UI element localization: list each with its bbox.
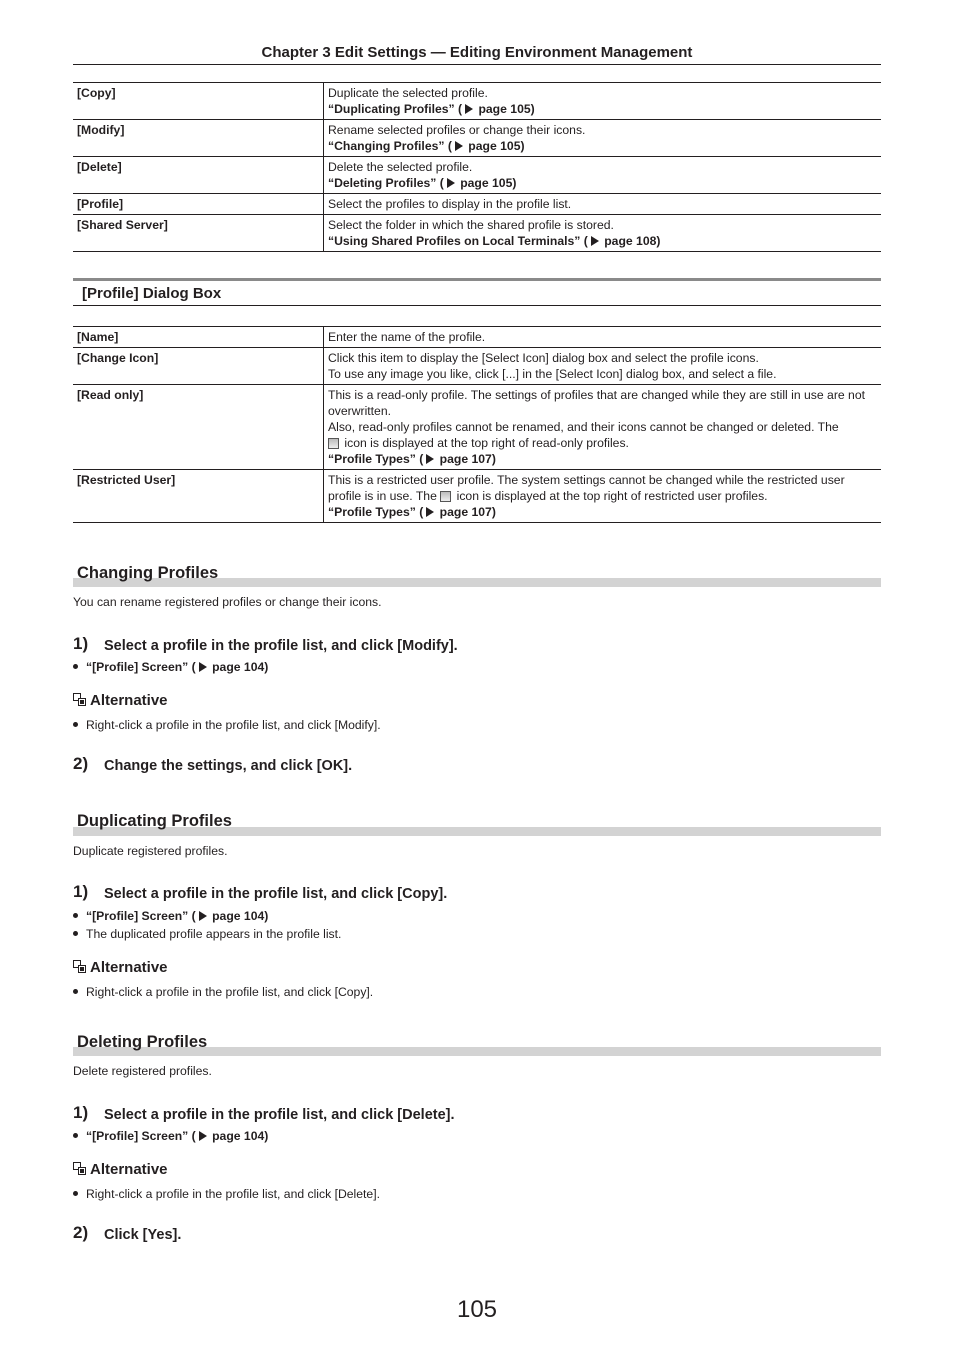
item-name: [Modify] [73, 120, 324, 157]
bullet-icon [73, 1191, 78, 1196]
dialog-title: [Profile] Dialog Box [82, 285, 222, 302]
alternative-heading: Alternative [73, 692, 168, 709]
page-ref: “Profile Types” ( page 107) [328, 505, 496, 519]
table-row [73, 194, 881, 215]
triangle-right-icon [447, 178, 455, 188]
step-number: 1) [73, 1103, 89, 1122]
triangle-right-icon [455, 141, 463, 151]
triangle-right-icon [426, 454, 434, 464]
alternative-text: Right-click a profile in the profile list, and click [Modify]. [73, 718, 381, 732]
bullet-icon [73, 722, 78, 727]
triangle-right-icon [199, 911, 207, 921]
bullet-icon [73, 989, 78, 994]
step-number: 2) [73, 1223, 89, 1242]
table-row [73, 83, 881, 120]
page-number: 105 [456, 1296, 498, 1323]
item-desc: Delete the selected profile. “Deleting Profiles” ( page 105) [324, 157, 882, 194]
table-row [73, 348, 881, 385]
bullet-icon [73, 931, 78, 936]
page-ref: “Duplicating Profiles” ( page 105) [328, 102, 535, 116]
item-desc: Enter the name of the profile. [324, 327, 882, 348]
item-name: [Delete] [73, 157, 324, 194]
page-ref: “[Profile] Screen” ( page 104) [73, 1129, 268, 1143]
triangle-right-icon [199, 662, 207, 672]
header-rule [73, 64, 881, 65]
item-name: [Read only] [73, 385, 324, 470]
step-note: The duplicated profile appears in the profile list. [73, 927, 341, 941]
read-only-icon [328, 438, 339, 449]
table-row [73, 385, 881, 470]
item-name: [Change Icon] [73, 348, 324, 385]
page-ref: “Profile Types” ( page 107) [328, 452, 496, 466]
item-desc: Click this item to display the [Select Icon] dialog box and select the profile icons. To use any image you like, click [...] in the [Select Icon] dialog box, and select a file. [324, 348, 882, 385]
triangle-right-icon [465, 104, 473, 114]
bullet-icon [73, 664, 78, 669]
dialog-heading-bar [73, 278, 881, 306]
item-desc: Duplicate the selected profile. “Duplicating Profiles” ( page 105) [324, 83, 882, 120]
item-desc: This is a read-only profile. The settings of profiles that are changed while they are still in use are not overwritten. Also, read-only profiles cannot be renamed, and their icons cannot be changed or deleted. The icon is displayed at the top right of read-only profiles. “Profile Types” ( page 107) [324, 385, 882, 470]
alternative-icon [73, 693, 86, 706]
page-ref: “Changing Profiles” ( page 105) [328, 139, 525, 153]
section-title-changing: Changing Profiles [77, 564, 219, 582]
page-ref: “Deleting Profiles” ( page 105) [328, 176, 517, 190]
step-number: 1) [73, 882, 89, 901]
page-ref: “[Profile] Screen” ( page 104) [73, 660, 268, 674]
table-row [73, 327, 881, 348]
item-desc: Select the folder in which the shared profile is stored. “Using Shared Profiles on Local Terminals” ( page 108) [324, 215, 882, 252]
table-row [73, 470, 881, 523]
triangle-right-icon [199, 1131, 207, 1141]
step-text: Click [Yes]. [104, 1227, 182, 1243]
item-name: [Shared Server] [73, 215, 324, 252]
section-title-deleting: Deleting Profiles [77, 1033, 208, 1051]
step-text: Select a profile in the profile list, and click [Copy]. [104, 886, 448, 902]
item-desc: This is a restricted user profile. The system settings cannot be changed while the restricted user profile is in use. The icon is displayed at the top right of restricted user profiles. “Profile Types” ( page 107) [324, 470, 882, 523]
step-number: 2) [73, 754, 89, 773]
table-row [73, 120, 881, 157]
table-row [73, 215, 881, 252]
step-text: Change the settings, and click [OK]. [104, 758, 353, 774]
bullet-icon [73, 1133, 78, 1138]
alternative-heading: Alternative [73, 959, 168, 976]
section-intro: Duplicate registered profiles. [73, 844, 228, 858]
alternative-text: Right-click a profile in the profile list, and click [Copy]. [73, 985, 373, 999]
item-name: [Profile] [73, 194, 324, 215]
profile-screen-table [73, 82, 881, 252]
alternative-text: Right-click a profile in the profile list, and click [Delete]. [73, 1187, 380, 1201]
alternative-heading: Alternative [73, 1161, 168, 1178]
page-ref: “Using Shared Profiles on Local Terminals” ( page 108) [328, 234, 661, 248]
item-name: [Name] [73, 327, 324, 348]
section-title-duplicating: Duplicating Profiles [77, 812, 232, 830]
item-desc: Select the profiles to display in the profile list. [324, 194, 882, 215]
item-name: [Copy] [73, 83, 324, 120]
table-row [73, 157, 881, 194]
item-desc: Rename selected profiles or change their icons. “Changing Profiles” ( page 105) [324, 120, 882, 157]
alternative-icon [73, 1162, 86, 1175]
page-ref: “[Profile] Screen” ( page 104) [73, 909, 268, 923]
alternative-icon [73, 960, 86, 973]
step-text: Select a profile in the profile list, and click [Modify]. [104, 638, 458, 654]
bullet-icon [73, 913, 78, 918]
dialog-table [73, 326, 881, 523]
triangle-right-icon [426, 507, 434, 517]
chapter-header: Chapter 3 Edit Settings — Editing Environment Management [261, 44, 693, 61]
step-text: Select a profile in the profile list, and click [Delete]. [104, 1107, 455, 1123]
section-intro: Delete registered profiles. [73, 1064, 212, 1078]
item-name: [Restricted User] [73, 470, 324, 523]
section-intro: You can rename registered profiles or change their icons. [73, 595, 382, 609]
step-number: 1) [73, 634, 89, 653]
restricted-user-icon [440, 491, 451, 502]
triangle-right-icon [591, 236, 599, 246]
